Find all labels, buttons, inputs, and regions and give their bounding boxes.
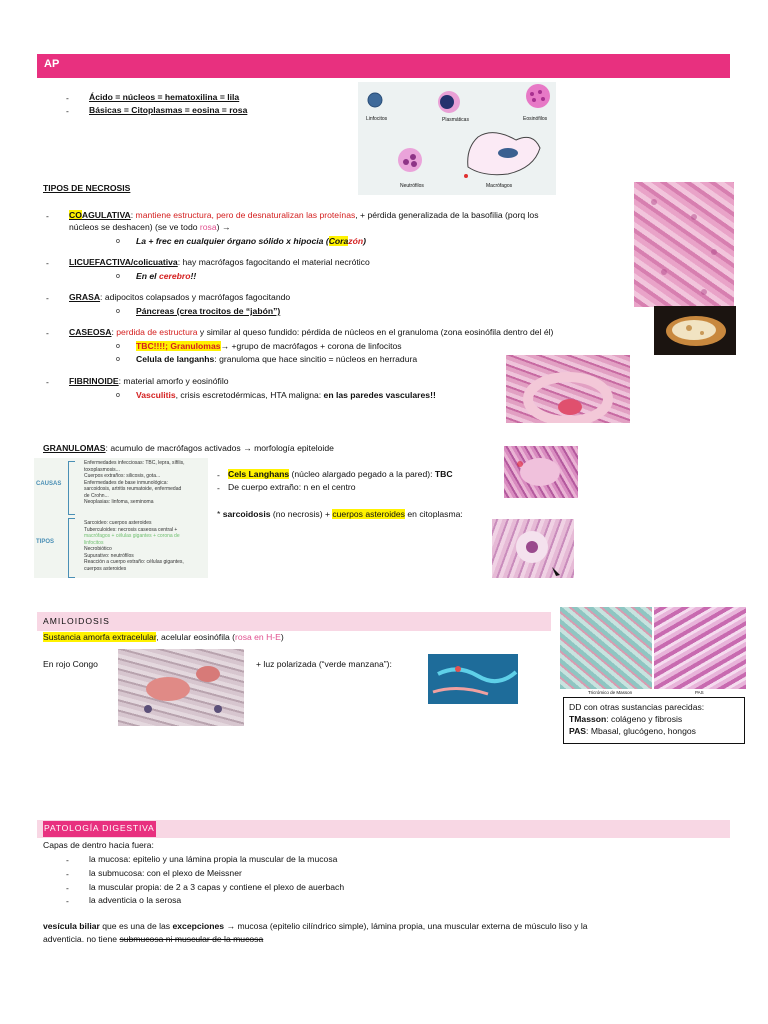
grasa-sub: Páncreas (crea trocitos de “jabón”) [136, 306, 281, 316]
bullet: o [116, 308, 120, 315]
dd-title: DD con otras sustancias parecidas: [569, 702, 705, 712]
dash: - [217, 483, 220, 493]
caseosa-sub1-rest: → +grupo de macrófagos + corona de linfocitos [220, 341, 402, 351]
fibrinoide-text: : material amorfo y eosinófilo [118, 376, 229, 386]
cell-label-macrofagos: Macrófagos [486, 183, 513, 189]
dd-pas-bold: PAS [569, 726, 587, 736]
congo-red-image [118, 649, 244, 726]
dash: - [46, 328, 49, 338]
coagulativa-red: mantiene estructura, pero de desnaturalizan las proteínas [135, 210, 356, 220]
grasa-name: GRASA [69, 292, 101, 302]
caseosa-colon: : [111, 327, 117, 337]
fibrinoide-sub-mid: , crisis escretodérmicas, HTA maligna: [175, 390, 324, 400]
masson-image [560, 607, 652, 689]
vesicula-name: vesícula biliar [43, 921, 100, 931]
tipo-item: macrófagos + células gigantes + corona de [84, 533, 180, 539]
granulomas-text: : acumulo de macrófagos activados → morfología epiteloide [105, 443, 334, 453]
cell-label-linfocitos: Linfocitos [366, 116, 388, 122]
granuloma-item-1 [228, 469, 453, 480]
amiloidosis-title: AMILOIDOSIS [43, 616, 110, 626]
granulomas-name: GRANULOMAS [43, 443, 106, 453]
capa-item: la muscular propia: de 2 a 3 capas y contiene el plexo de auerbach [89, 882, 345, 892]
cell-label-neutrofilos: Neutrófilos [400, 183, 424, 189]
causa-item: sarcoidosis, artritis reumatoide, enfermedad [84, 486, 182, 492]
note-sarcoidosis: sarcoidosis [222, 509, 271, 519]
intro-line-1: Ácido = núcleos = hematoxilina = lila [89, 92, 240, 102]
dd-pas [569, 725, 739, 737]
digestiva-title: PATOLOGÍA DIGESTIVA [43, 821, 156, 837]
causas-brace [68, 461, 75, 515]
grasa-text: : adipocitos colapsados y macrófagos fagocitando [100, 292, 291, 302]
header-bar [37, 54, 730, 78]
causa-item: Cuerpos extraños: silicosis, gota... [84, 473, 161, 479]
causas-list [84, 460, 206, 506]
note-c: (no necrosis) + [270, 509, 333, 519]
vesicula-a: que es una de las [99, 921, 173, 931]
note-asteroides: cuerpos asteroides [332, 509, 405, 519]
tipo-item: Supurativo: neutrófilos [84, 552, 134, 559]
dd-box [563, 697, 745, 744]
tipo-item: Tuberculoides: necrosis caseosa central + [84, 526, 178, 533]
note-d: en citoplasma: [404, 509, 463, 519]
granulomas-line [43, 443, 334, 454]
dd-tm-text: : colágeno y fibrosis [606, 714, 683, 724]
dash: - [66, 896, 69, 906]
caseosa-sub-1 [136, 341, 402, 352]
dash: - [66, 106, 69, 116]
necrosis-title: TIPOS DE NECROSIS [43, 183, 131, 193]
caseosa-gross-image [654, 306, 736, 355]
digestiva-intro: Capas de dentro hacia fuera: [43, 840, 154, 850]
coagulativa-co: CO [69, 210, 82, 220]
langhans-cell-image [504, 446, 578, 498]
cell-label-eosinofilos: Eosinófilos [523, 116, 548, 122]
vesicula-strike: submucosa ni muscular de la mucosa [119, 934, 264, 944]
dash: - [46, 377, 49, 387]
sarcoidosis-note [217, 509, 463, 520]
dash: - [66, 883, 69, 893]
causa-item: Enfermedades de base inmunológica: [84, 479, 168, 486]
amiloidosis-hl: Sustancia amorfa extracelular [43, 632, 157, 642]
blood-cells-figure [358, 82, 556, 195]
tipo-item: Necrobiótico [84, 546, 112, 552]
tipos-label: TIPOS [36, 539, 55, 545]
stains-comparison-image [560, 607, 746, 697]
cell-label-plasmaticas: Plasmáticas [442, 117, 469, 123]
licuefactiva-line [69, 257, 370, 268]
licuefactiva-name: LICUEFACTIVA/colicuativa [69, 257, 178, 267]
vesicula-excepciones: excepciones [172, 921, 225, 931]
dash: - [46, 211, 49, 221]
amiloidosis-pink: rosa en H-E [235, 632, 281, 642]
caseosa-name: CASEOSA [69, 327, 112, 337]
coagulativa-name: AGULATIVA [81, 210, 131, 220]
dash: - [46, 293, 49, 303]
dash: - [66, 855, 69, 865]
coagulativa-tail: , + pérdida generalizada de la basofilia (porq los [355, 210, 539, 220]
licue-sub-red: cerebro [158, 271, 191, 281]
coagulative-histology-image [634, 182, 734, 307]
colon: : [130, 210, 136, 220]
vesicula-c: → mucosa (epitelio cilíndrico simple), lámina propia, una muscular externa de músculo liso y la [224, 921, 588, 931]
tipo-item: cuerpos asteroides [84, 565, 127, 572]
capa-item: la adventicia o la serosa [89, 895, 182, 905]
vesicula-line-1 [43, 921, 588, 932]
dash: - [46, 258, 49, 268]
langhans-rest: (núcleo alargado pegado a la pared): [289, 469, 435, 479]
caseosa-tbc: TBC!!!!; Granulomas [136, 341, 221, 351]
tipos-brace [68, 518, 75, 578]
coagulativa-sub [136, 236, 366, 247]
causa-item: toxoplasmosis... [84, 466, 120, 473]
langhans-text: : granuloma que hace sincitio = núcleos en herradura [214, 354, 418, 364]
pas-image [654, 607, 746, 689]
caseosa-line [69, 327, 553, 338]
capa-item: la submucosa: con el plexo de Meissner [89, 868, 242, 878]
dd-tmasson [569, 713, 739, 725]
grasa-line [69, 292, 290, 303]
tipo-item: Reacción a cuerpo extraño: células gigantes, [84, 559, 184, 565]
licue-sub-a: En el [136, 271, 159, 281]
note-a: * [217, 509, 223, 519]
coagulativa-l2b: ) → [216, 222, 231, 232]
masson-label: Tricrómico de Masson [588, 690, 633, 695]
caseosa-red: perdida de estructura [116, 327, 198, 337]
bullet: o [116, 343, 120, 350]
fibrinoide-sub-b: en las paredes vasculares!! [323, 390, 436, 400]
granulomas-diagram [34, 458, 208, 578]
langhans-hl: Cels Langhans [228, 469, 290, 479]
bullet: o [116, 238, 120, 245]
bullet: o [116, 273, 120, 280]
page-title: AP [44, 58, 60, 70]
amiloidosis-rest: , acelular eosinófila ( [156, 632, 236, 642]
dash: - [217, 470, 220, 480]
licuefactiva-text: : hay macrófagos fagocitando el material necrótico [177, 257, 370, 267]
amiloidosis-line-1 [43, 632, 284, 643]
amiloidosis-bar [37, 612, 551, 631]
tipo-item: Sarcoideo: cuerpos asteroides [84, 520, 152, 526]
fibrinoide-sub [136, 390, 436, 401]
caseosa-sub-2 [136, 354, 417, 365]
coag-sub-a: La + frec en cualquier órgano sólido x hipocia ( [136, 236, 329, 246]
intro-line-2: Básicas = Citoplasmas = eosina = rosa [89, 105, 248, 115]
coag-sub-b: ) [363, 236, 366, 246]
fibrinoide-line [69, 376, 229, 387]
capa-item: la mucosa: epitelio y una lámina propia la muscular de la mucosa [89, 854, 338, 864]
causa-item: Enfermedades infecciosas: TBC, lepra, sífilis, [84, 460, 185, 466]
coagulativa-line-1 [69, 210, 539, 221]
coag-sub-red: zón [348, 236, 364, 246]
asteroid-body-image [492, 519, 574, 578]
causa-item: Neoplasias: linfoma, seminoma [84, 499, 154, 505]
cells-illustration [358, 82, 556, 195]
caseosa-text: y similar al queso fundido: pérdida de núcleos en el granuloma (zona eosinófila dentro del él) [197, 327, 554, 337]
bullet: o [116, 392, 120, 399]
causa-item: de Crohn... [84, 492, 109, 499]
bullet: o [116, 356, 120, 363]
dash: - [66, 93, 69, 103]
langhans-name: Celula de langanhs [136, 354, 215, 364]
causas-label: CAUSAS [36, 481, 62, 487]
tipos-list [84, 520, 206, 572]
coagulativa-l2a: núcleos se deshacen) (se ve todo [69, 222, 200, 232]
coag-sub-hl: Cora [328, 236, 349, 246]
tipo-item: linfocitos [84, 539, 104, 546]
pas-label: PAS [695, 690, 704, 695]
polarized-image [428, 654, 518, 704]
langhans-tbc: TBC [434, 469, 453, 479]
vesicula-line2: adventicia. no tiene [43, 934, 120, 944]
dash: - [66, 869, 69, 879]
fibrinoide-histology-image [506, 355, 630, 423]
vasculitis: Vasculitis [136, 390, 176, 400]
vesicula-line-2 [43, 934, 263, 945]
coagulativa-l2-pink: rosa [199, 222, 217, 232]
fibrinoide-name: FIBRINOIDE [69, 376, 119, 386]
granuloma-item-2: De cuerpo extraño: n en el centro [228, 482, 356, 492]
polarized-text: + luz polarizada (“verde manzana”): [256, 659, 392, 669]
congo-text: En rojo Congo [43, 659, 98, 669]
amiloidosis-end: ) [280, 632, 284, 642]
dd-pas-text: : Mbasal, glucógeno, hongos [586, 726, 696, 736]
dd-tm-bold: TMasson [569, 714, 607, 724]
licuefactiva-sub [136, 271, 196, 282]
coagulativa-line-2 [69, 222, 230, 233]
licue-sub-b: !! [190, 271, 197, 281]
